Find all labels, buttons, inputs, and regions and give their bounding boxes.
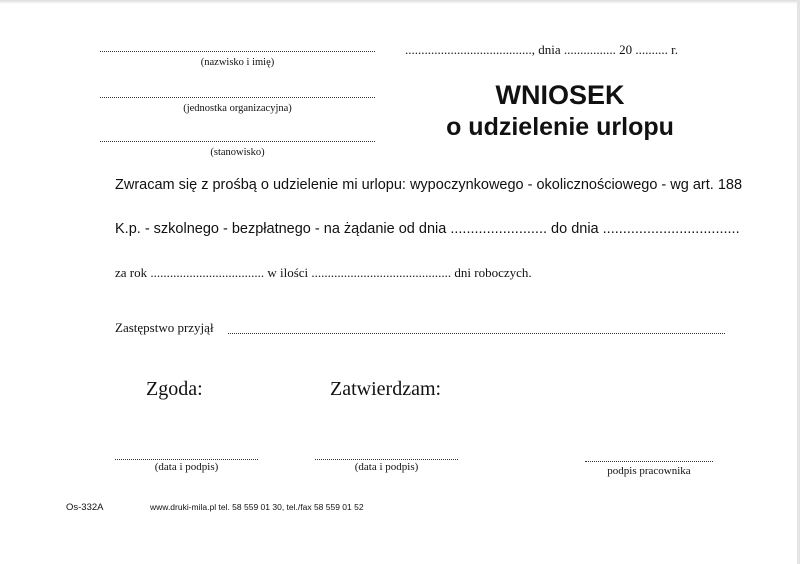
- name-dotted-line: [100, 51, 375, 52]
- signature-2-dotted-line: [315, 459, 458, 460]
- request-line-2: K.p. - szkolnego - bezpłatnego - na żądanie od dnia ........................ do dnia ..................................: [115, 221, 740, 237]
- document-subtitle: o udzielenie urlopu: [446, 113, 674, 141]
- scan-top-edge: [0, 0, 800, 4]
- request-line-1: Zwracam się z prośbą o udzielenie mi urlopu: wypoczynkowego - okolicznościowego - wg art. 188: [115, 177, 743, 193]
- signature-3-dotted-line: [585, 461, 713, 462]
- unit-caption: (jednostka organizacyjna): [183, 103, 292, 114]
- request-line-3: za rok ................................... w ilości ........................................... dni roboczych.: [115, 265, 532, 280]
- signature-3-caption: podpis pracownika: [607, 465, 691, 477]
- unit-dotted-line: [100, 97, 375, 98]
- approve-label: Zatwierdzam:: [330, 378, 442, 400]
- consent-label: Zgoda:: [146, 378, 203, 400]
- position-dotted-line: [100, 141, 375, 142]
- document-title: WNIOSEK: [495, 80, 625, 110]
- publisher-contact: www.druki-mila.pl tel. 58 559 01 30, tel./fax 58 559 01 52: [150, 502, 364, 512]
- substitute-dotted-line: [228, 333, 725, 334]
- position-caption: (stanowisko): [210, 147, 265, 158]
- form-code: Os-332A: [66, 502, 104, 513]
- signature-1-dotted-line: [115, 459, 258, 460]
- name-caption: (nazwisko i imię): [200, 57, 275, 68]
- signature-2-caption: (data i podpis): [354, 461, 419, 473]
- date-line: ......................................., dnia ................ 20 .......... r.: [405, 42, 678, 57]
- signature-1-caption: (data i podpis): [154, 461, 219, 473]
- substitute-label: Zastępstwo przyjął: [115, 320, 214, 335]
